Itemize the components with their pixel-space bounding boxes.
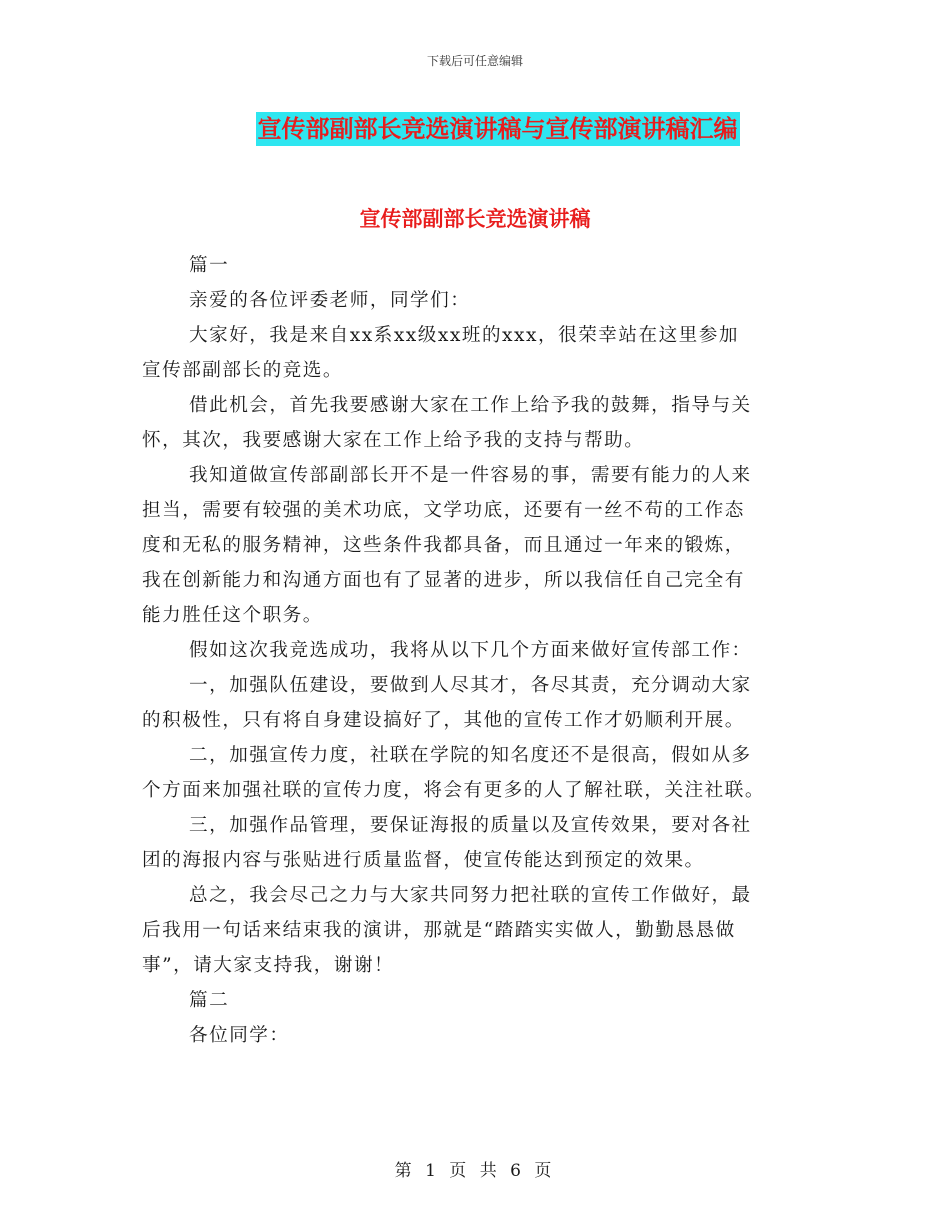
header-note: 下载后可任意编辑: [426, 54, 523, 68]
section-title: 宣传部副部长竞选演讲稿: [359, 207, 591, 231]
paragraph-line: 借此机会，首先我要感谢大家在工作上给予我的鼓舞，指导与关: [189, 395, 752, 416]
paragraph-line: 总之，我会尽己之力与大家共同努力把社联的宣传工作做好，最: [189, 885, 752, 906]
paragraph-line: 三，加强作品管理，要保证海报的质量以及宣传效果，要对各社: [189, 815, 752, 836]
paragraph-line: 亲爱的各位评委老师，同学们：: [189, 290, 471, 311]
document-body: [142, 248, 802, 1053]
paragraph-line: 能力胜任这个职务。: [142, 605, 323, 626]
paragraph-line: 后我用一句话来结束我的演讲，那就是“踏踏实实做人，勤勤恳恳做: [142, 920, 736, 941]
paragraph-line: 假如这次我竞选成功，我将从以下几个方面来做好宣传部工作：: [189, 640, 752, 661]
paragraph-line: 各位同学：: [189, 1025, 290, 1046]
paragraph-line: 我在创新能力和沟通方面也有了显著的进步，所以我信任自己完全有: [142, 570, 745, 591]
paragraph-line: 二，加强宣传力度，社联在学院的知名度还不是很高，假如从多: [189, 745, 752, 766]
paragraph-line: 的积极性，只有将自身建设搞好了，其他的宣传工作才奶顺利开展。: [142, 710, 745, 731]
paragraph-line: 团的海报内容与张贴进行质量监督，使宣传能达到预定的效果。: [142, 850, 705, 871]
paragraph-line: 担当，需要有较强的美术功底，文学功底，还要有一丝不苟的工作态: [142, 500, 745, 521]
paragraph-line: 事”，请大家支持我，谢谢！: [142, 955, 395, 976]
paragraph-line: 篇二: [189, 990, 230, 1011]
paragraph-line: 我知道做宣传部副部长开不是一件容易的事，需要有能力的人来: [189, 465, 752, 486]
document-title: [0, 112, 950, 146]
paragraph-line: 一，加强队伍建设，要做到人尽其才，各尽其责，充分调动大家: [189, 675, 752, 696]
paragraph-line: 篇一: [189, 255, 230, 276]
paragraph-line: 怀，其次，我要感谢大家在工作上给予我的支持与帮助。: [142, 430, 645, 451]
paragraph-line: 大家好，我是来自xx系xx级xx班的xxx，很荣幸站在这里参加: [189, 325, 739, 346]
page-number-footer: 第 1 页 共 6 页: [394, 1161, 556, 1181]
paragraph-line: 宣传部副部长的竞选。: [142, 360, 343, 381]
paragraph-line: 个方面来加强社联的宣传力度，将会有更多的人了解社联，关注社联。: [142, 780, 765, 801]
paragraph-line: 度和无私的服务精神，这些条件我都具备，而且通过一年来的锻炼，: [142, 535, 745, 556]
document-title-text: 宣传部副部长竞选演讲稿与宣传部演讲稿汇编: [256, 112, 740, 146]
